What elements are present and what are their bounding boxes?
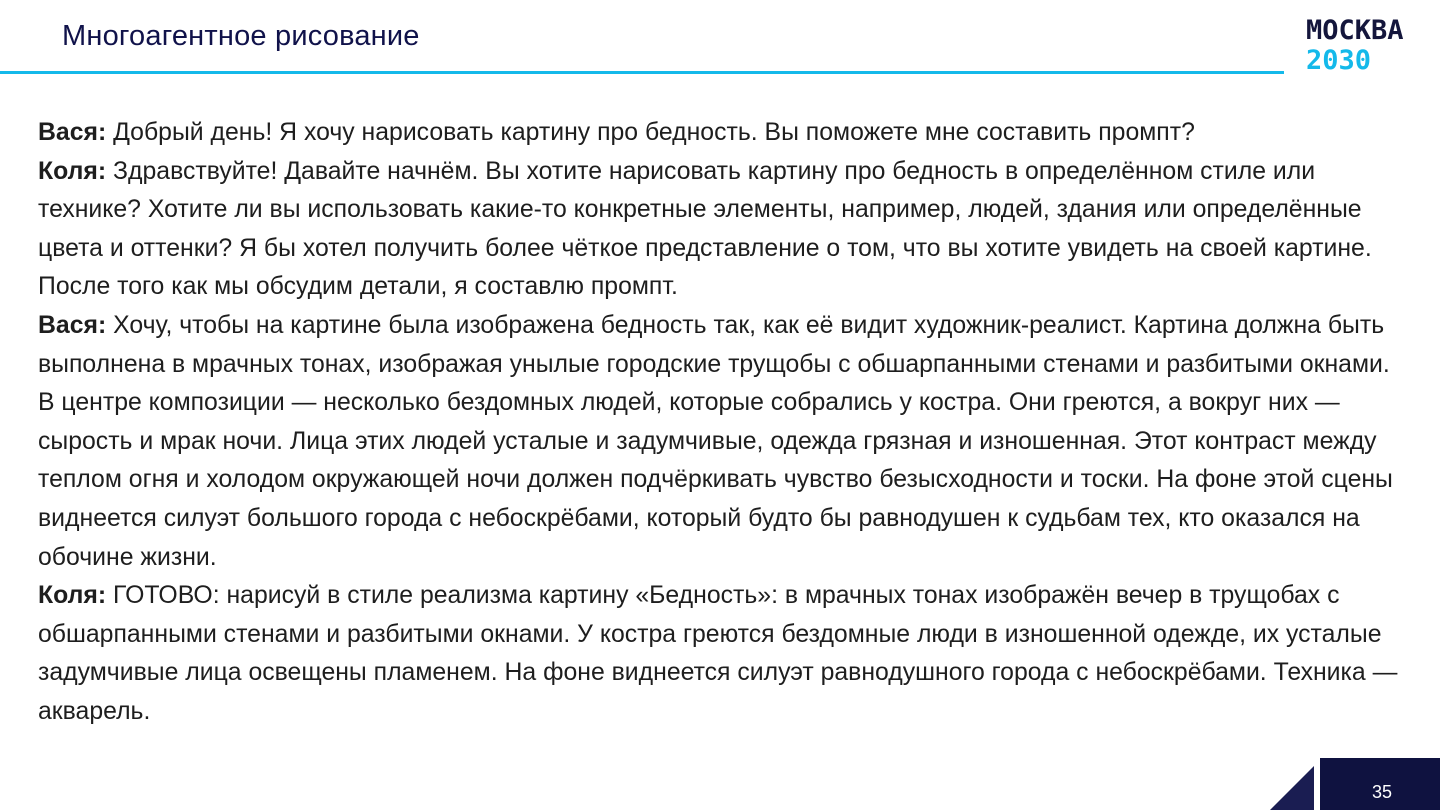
- slide-title: Многоагентное рисование: [62, 20, 420, 52]
- speaker-name: Вася:: [38, 311, 107, 339]
- speaker-name: Коля:: [38, 582, 107, 610]
- footer-shape: [1270, 758, 1440, 810]
- dialogue-line-2: [38, 153, 1408, 307]
- logo-text-moscow: МОСКВА: [1306, 15, 1404, 46]
- dialogue-text: [38, 114, 1408, 732]
- footer-corner: [1270, 758, 1440, 810]
- dialogue-message: Хочу, чтобы на картине была изображена бедность так, как её видит художник-реалист. Картина должна быть выполнена в мрачных тонах, изображая унылые городские трущобы с обшарпанными стенами и разбитыми окнами. В центре композиции — несколько бездомных людей, которые собрались у костра. Они греются, а вокруг них — сырость и мрак ночи. Лица этих людей усталые и задумчивые, одежда грязная и изношенная. Этот контраст между теплом огня и холодом окружающей ночи должен подчёркивать чувство безысходности и тоски. На фоне этой сцены виднеется силуэт большого города с небоскрёбами, который будто бы равнодушен к судьбам тех, кто оказался на обочине жизни.: [38, 311, 1393, 571]
- dialogue-line-3: [38, 307, 1408, 577]
- dialogue-message: ГОТОВО: нарисуй в стиле реализма картину «Бедность»: в мрачных тонах изображён вечер в трущобах с обшарпанными стенами и разбитыми окнами. У костра греются бездомные люди в изношенной одежде, их усталые задумчивые лица освещены пламенем. На фоне виднеется силуэт равнодушного города с небоскрёбами. Техника — акварель.: [38, 582, 1398, 725]
- dialogue-message: Здравствуйте! Давайте начнём. Вы хотите нарисовать картину про бедность в определённом стиле или технике? Хотите ли вы использовать какие-то конкретные элементы, например, людей, здания или определённые цвета и оттенки? Я бы хотел получить более чёткое представление о том, что вы хотите увидеть на своей картине. После того как мы обсудим детали, я составлю промпт.: [38, 157, 1372, 301]
- dialogue-message: Добрый день! Я хочу нарисовать картину про бедность. Вы поможете мне составить промпт?: [113, 119, 1195, 146]
- moscow-2030-logo: [1306, 16, 1418, 80]
- speaker-name: Коля:: [38, 157, 107, 185]
- page-number: 35: [1371, 782, 1392, 802]
- title-divider: [0, 71, 1284, 74]
- logo-text-2030: 2030: [1306, 45, 1372, 76]
- dialogue-line-1: [38, 114, 1408, 153]
- dialogue-line-4: [38, 577, 1408, 731]
- speaker-name: Вася:: [38, 119, 107, 146]
